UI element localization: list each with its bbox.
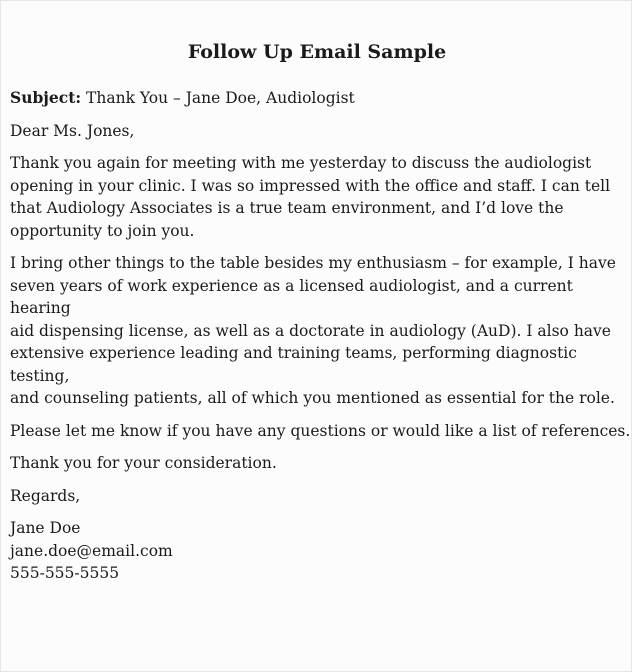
- paragraph-line: opening in your clinic. I was so impressed with the office and staff. I can tell: [10, 176, 611, 195]
- paragraph-line: seven years of work experience as a licensed audiologist, and a current hearing: [10, 276, 573, 317]
- paragraph-line: Thank you again for meeting with me yesterday to discuss the audiologist: [10, 154, 592, 172]
- paragraph-references: Please let me know if you have any questions or would like a list of references.: [10, 421, 631, 440]
- page-title: Follow Up Email Sample: [187, 41, 447, 63]
- greeting: Dear Ms. Jones,: [10, 121, 135, 140]
- paragraph-consideration: Thank you for your consideration.: [10, 454, 277, 472]
- signature-email: jane.doe@email.com: [10, 541, 173, 560]
- paragraph-line: I bring other things to the table besides my enthusiasm – for example, I have: [10, 254, 616, 272]
- paragraph-line: opportunity to join you.: [10, 221, 195, 240]
- email-body: [10, 87, 632, 595]
- closing: Regards,: [10, 486, 81, 505]
- signature-phone: 555-555-5555: [10, 564, 120, 582]
- paragraph-thanks: [10, 152, 632, 242]
- signature-name: Jane Doe: [10, 519, 81, 537]
- subject-label: Subject:: [10, 88, 82, 107]
- subject-line: [10, 87, 632, 110]
- paragraph-experience: [10, 252, 632, 410]
- paragraph-line: that Audiology Associates is a true team environment, and I’d love the: [10, 199, 564, 217]
- paragraph-line: extensive experience leading and training teams, performing diagnostic testing,: [10, 344, 577, 385]
- signature-block: [10, 517, 632, 585]
- subject-text: Thank You – Jane Doe, Audiologist: [86, 89, 355, 107]
- paragraph-line: aid dispensing license, as well as a doctorate in audiology (AuD). I also have: [10, 321, 611, 340]
- paragraph-line: and counseling patients, all of which you mentioned as essential for the role.: [10, 389, 615, 407]
